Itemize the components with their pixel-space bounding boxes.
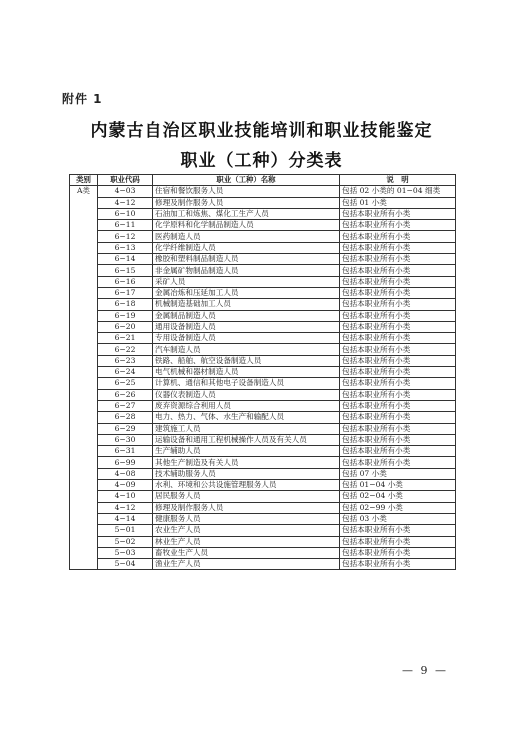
occupation-code-cell: 6−99 (98, 457, 153, 468)
table-row (70, 480, 456, 491)
occupation-code-cell: 6−30 (98, 434, 153, 445)
occupation-code-cell: 6−28 (98, 412, 153, 423)
occupation-name-cell: 化学原料和化学制品制造人员 (153, 220, 340, 231)
table-row (70, 333, 456, 344)
note-cell: 包括本职业所有小类 (340, 254, 456, 265)
occupation-name-cell: 专用设备制造人员 (153, 333, 340, 344)
note-cell: 包括本职业所有小类 (340, 525, 456, 536)
table-row (70, 547, 456, 558)
occupation-name-cell: 生产辅助人员 (153, 446, 340, 457)
note-cell: 包括本职业所有小类 (340, 287, 456, 298)
occupation-code-cell: 5−04 (98, 559, 153, 570)
occupation-name-cell: 采矿人员 (153, 276, 340, 287)
table-row (70, 321, 456, 332)
occupation-name-cell: 渔业生产人员 (153, 559, 340, 570)
page-number: — 9 — (402, 664, 448, 677)
table-row (70, 186, 456, 197)
occupation-name-cell: 计算机、通信和其他电子设备制造人员 (153, 378, 340, 389)
table-row (70, 536, 456, 547)
occupation-name-cell: 非金属矿物制品制造人员 (153, 265, 340, 276)
occupation-name-cell: 仪器仪表制造人员 (153, 389, 340, 400)
note-cell: 包括本职业所有小类 (340, 321, 456, 332)
table-row (70, 276, 456, 287)
note-cell: 包括本职业所有小类 (340, 208, 456, 219)
note-cell: 包括 07 小类 (340, 468, 456, 479)
header-code: 职业代码 (98, 175, 153, 186)
occupation-name-cell: 林业生产人员 (153, 536, 340, 547)
table-row (70, 434, 456, 445)
occupation-name-cell: 化学纤维制造人员 (153, 242, 340, 253)
table-row (70, 491, 456, 502)
occupation-code-cell: 6−19 (98, 310, 153, 321)
occupation-name-cell: 健康服务人员 (153, 513, 340, 524)
table-row (70, 389, 456, 400)
table-row (70, 367, 456, 378)
occupation-name-cell: 废弃资源综合利用人员 (153, 400, 340, 411)
occupation-code-cell: 6−17 (98, 287, 153, 298)
table-row (70, 310, 456, 321)
attachment-label: 附件 1 (62, 92, 103, 106)
table-row (70, 242, 456, 253)
note-cell: 包括 02 小类的 01−04 细类 (340, 186, 456, 197)
occupation-name-cell: 电力、热力、气体、水生产和输配人员 (153, 412, 340, 423)
note-cell: 包括本职业所有小类 (340, 276, 456, 287)
table-body (70, 186, 456, 570)
occupation-name-cell: 水利、环境和公共设施管理服务人员 (153, 480, 340, 491)
occupation-code-cell: 6−24 (98, 367, 153, 378)
table-row (70, 468, 456, 479)
table-row (70, 412, 456, 423)
occupation-code-cell: 6−18 (98, 299, 153, 310)
table-row (70, 197, 456, 208)
occupation-code-cell: 6−10 (98, 208, 153, 219)
occupation-name-cell: 医药制造人员 (153, 231, 340, 242)
occupation-code-cell: 6−15 (98, 265, 153, 276)
table-row (70, 231, 456, 242)
note-cell: 包括本职业所有小类 (340, 367, 456, 378)
header-occupation-name: 职业（工种）名称 (153, 175, 340, 186)
category-cell: A类 (70, 186, 98, 570)
document-title-line2: 职业（工种）分类表 (180, 151, 343, 171)
occupation-name-cell: 修理及制作服务人员 (153, 502, 340, 513)
note-cell: 包括本职业所有小类 (340, 412, 456, 423)
note-cell: 包括 01−04 小类 (340, 480, 456, 491)
note-cell: 包括 02−99 小类 (340, 502, 456, 513)
occupation-code-cell: 6−16 (98, 276, 153, 287)
note-cell: 包括本职业所有小类 (340, 265, 456, 276)
table-row (70, 502, 456, 513)
table-row (70, 400, 456, 411)
note-cell: 包括本职业所有小类 (340, 434, 456, 445)
table-row (70, 355, 456, 366)
note-cell: 包括本职业所有小类 (340, 344, 456, 355)
table-row (70, 299, 456, 310)
occupation-code-cell: 4−08 (98, 468, 153, 479)
occupation-name-cell: 运输设备和通用工程机械操作人员及有关人员 (153, 434, 340, 445)
note-cell: 包括本职业所有小类 (340, 400, 456, 411)
occupation-code-cell: 5−02 (98, 536, 153, 547)
occupation-code-cell: 4−03 (98, 186, 153, 197)
note-cell: 包括本职业所有小类 (340, 220, 456, 231)
note-cell: 包括 01 小类 (340, 197, 456, 208)
occupation-code-cell: 6−20 (98, 321, 153, 332)
occupation-code-cell: 6−12 (98, 231, 153, 242)
occupation-name-cell: 农业生产人员 (153, 525, 340, 536)
note-cell: 包括本职业所有小类 (340, 333, 456, 344)
occupation-code-cell: 4−14 (98, 513, 153, 524)
note-cell: 包括 02−04 小类 (340, 491, 456, 502)
occupation-code-cell: 6−27 (98, 400, 153, 411)
occupation-name-cell: 电气机械和器材制造人员 (153, 367, 340, 378)
occupation-code-cell: 6−14 (98, 254, 153, 265)
note-cell: 包括本职业所有小类 (340, 547, 456, 558)
occupation-code-cell: 6−13 (98, 242, 153, 253)
header-note: 说 明 (340, 175, 456, 186)
occupation-name-cell: 铁路、船舶、航空设备制造人员 (153, 355, 340, 366)
occupation-name-cell: 汽车制造人员 (153, 344, 340, 355)
table-row (70, 265, 456, 276)
note-cell: 包括本职业所有小类 (340, 378, 456, 389)
occupation-name-cell: 通用设备制造人员 (153, 321, 340, 332)
table-row (70, 208, 456, 219)
table-row (70, 254, 456, 265)
table-row (70, 220, 456, 231)
occupation-classification-table (69, 174, 456, 570)
occupation-code-cell: 5−03 (98, 547, 153, 558)
note-cell: 包括本职业所有小类 (340, 242, 456, 253)
occupation-code-cell: 6−21 (98, 333, 153, 344)
table-row (70, 513, 456, 524)
occupation-code-cell: 6−11 (98, 220, 153, 231)
occupation-name-cell: 技术辅助服务人员 (153, 468, 340, 479)
table-row (70, 525, 456, 536)
note-cell: 包括 03 小类 (340, 513, 456, 524)
table-header-row (70, 175, 456, 186)
note-cell: 包括本职业所有小类 (340, 355, 456, 366)
table-row (70, 423, 456, 434)
note-cell: 包括本职业所有小类 (340, 299, 456, 310)
note-cell: 包括本职业所有小类 (340, 231, 456, 242)
occupation-code-cell: 6−29 (98, 423, 153, 434)
occupation-code-cell: 6−26 (98, 389, 153, 400)
occupation-code-cell: 4−12 (98, 502, 153, 513)
occupation-name-cell: 居民服务人员 (153, 491, 340, 502)
occupation-code-cell: 5−01 (98, 525, 153, 536)
table-row (70, 287, 456, 298)
header-category: 类别 (70, 175, 98, 186)
note-cell: 包括本职业所有小类 (340, 536, 456, 547)
document-title-line1: 内蒙古自治区职业技能培训和职业技能鉴定 (90, 121, 433, 141)
note-cell: 包括本职业所有小类 (340, 446, 456, 457)
note-cell: 包括本职业所有小类 (340, 423, 456, 434)
note-cell: 包括本职业所有小类 (340, 389, 456, 400)
note-cell: 包括本职业所有小类 (340, 457, 456, 468)
occupation-name-cell: 机械制造基础加工人员 (153, 299, 340, 310)
occupation-name-cell: 畜牧业生产人员 (153, 547, 340, 558)
table-row (70, 378, 456, 389)
occupation-name-cell: 橡胶和塑料制品制造人员 (153, 254, 340, 265)
occupation-code-cell: 6−23 (98, 355, 153, 366)
occupation-name-cell: 金属制品制造人员 (153, 310, 340, 321)
occupation-code-cell: 4−12 (98, 197, 153, 208)
table-row (70, 457, 456, 468)
occupation-name-cell: 金属冶炼和压延加工人员 (153, 287, 340, 298)
occupation-name-cell: 修理及制作服务人员 (153, 197, 340, 208)
note-cell: 包括本职业所有小类 (340, 310, 456, 321)
table-row (70, 344, 456, 355)
occupation-name-cell: 其他生产制造及有关人员 (153, 457, 340, 468)
occupation-code-cell: 4−10 (98, 491, 153, 502)
occupation-name-cell: 石油加工和炼焦、煤化工生产人员 (153, 208, 340, 219)
occupation-code-cell: 6−25 (98, 378, 153, 389)
occupation-code-cell: 6−22 (98, 344, 153, 355)
occupation-code-cell: 4−09 (98, 480, 153, 491)
occupation-code-cell: 6−31 (98, 446, 153, 457)
table-row (70, 559, 456, 570)
occupation-name-cell: 住宿和餐饮服务人员 (153, 186, 340, 197)
table-row (70, 446, 456, 457)
note-cell: 包括本职业所有小类 (340, 559, 456, 570)
occupation-name-cell: 建筑施工人员 (153, 423, 340, 434)
